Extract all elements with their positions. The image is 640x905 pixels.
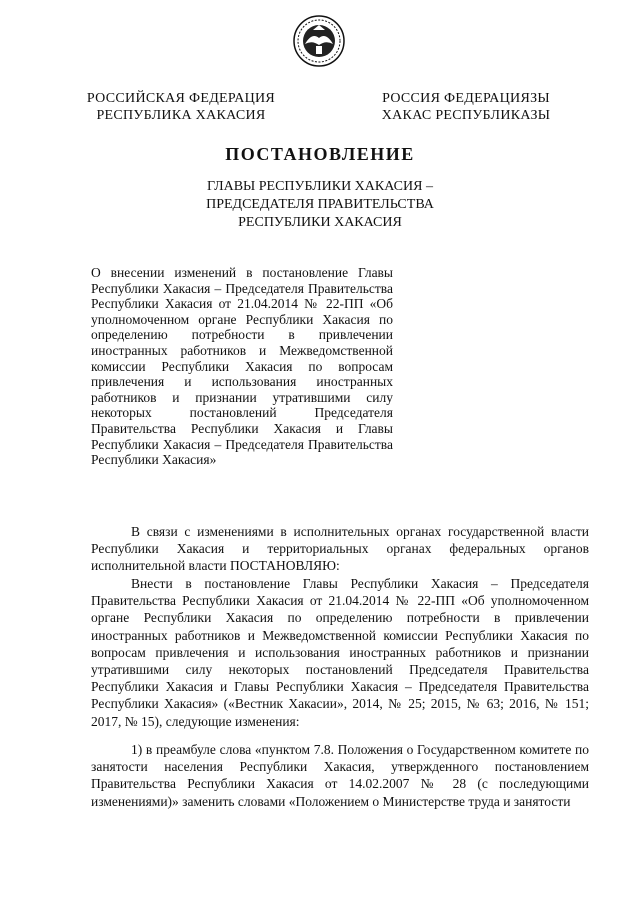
document-subject: О внесении изменений в постановление Главы Республики Хакасия – Председателя Правительства Республики Хакасия от 21.04.2014 № 22-ПП «Об уполномоченном органе Республики Хакасия по определению потребности в привлечении иностранных работников и Межведомственной комиссии Республики Хакасия по вопросам привлечения и использования иностранных работников и признании утратившими силу некоторых постановлений Председателя Правительства Республики Хакасия и Главы Республики Хакасия – Председателя Правительства Республики Хакасия»: [91, 265, 393, 468]
body-paragraph-3: [91, 741, 589, 810]
issuer-line1: ГЛАВЫ РЕСПУБЛИКИ ХАКАСИЯ –: [207, 179, 433, 194]
header-right-line2: ХАКАС РЕСПУБЛИКАЗЫ: [381, 108, 551, 123]
paragraph-text: 1) в преамбуле слова «пунктом 7.8. Положения о Государственном комитете по занятости населения Республики Хакасия, утвержденного постановлением Правительства Республики Хакасия от 14.02.2007 № 28 (с последующими изменениями)» заменить словами «Положением о Министерстве труда и занятости: [91, 742, 589, 809]
header-left-line2: РЕСПУБЛИКА ХАКАСИЯ: [96, 108, 266, 123]
header-russian: [86, 90, 276, 124]
paragraph-text: Внести в постановление Главы Республики Хакасия – Председателя Правительства Республики Хакасия от 21.04.2014 № 22-ПП «Об уполномоченном органе Республики Хакасия по определению потребности в привлечении иностранных работников и Межведомственной комиссии Республики Хакасия по вопросам привлечения и использования иностранных работников и признании утратившими силу некоторых постановлений Председателя Правительства Республики Хакасия и Главы Республики Хакасия – Председателя Правительства Республики Хакасия» («Вестник Хакасии», 2014, № 25; 2015, № 63; 2016, № 151; 2017, № 15), следующие изменения:: [91, 576, 589, 729]
body-paragraph-1: [91, 523, 589, 575]
issuer-line3: РЕСПУБЛИКИ ХАКАСИЯ: [238, 215, 402, 230]
header-khakas: [376, 90, 556, 124]
issuer-line2: ПРЕДСЕДАТЕЛЯ ПРАВИТЕЛЬСТВА: [206, 197, 434, 212]
body-paragraph-2: [91, 575, 589, 730]
header-left-line1: РОССИЙСКАЯ ФЕДЕРАЦИЯ: [86, 91, 276, 106]
coat-of-arms-emblem: [292, 14, 346, 68]
document-issuer: [150, 178, 490, 232]
header-right-line1: РОССИЯ ФЕДЕРАЦИЯЗЫ: [382, 91, 550, 106]
paragraph-text: В связи с изменениями в исполнительных органах государственной власти Республики Хакасия и территориальных органах федеральных органов исполнительной власти ПОСТАНОВЛЯЮ:: [91, 524, 589, 574]
document-title: ПОСТАНОВЛЕНИЕ: [225, 144, 415, 164]
